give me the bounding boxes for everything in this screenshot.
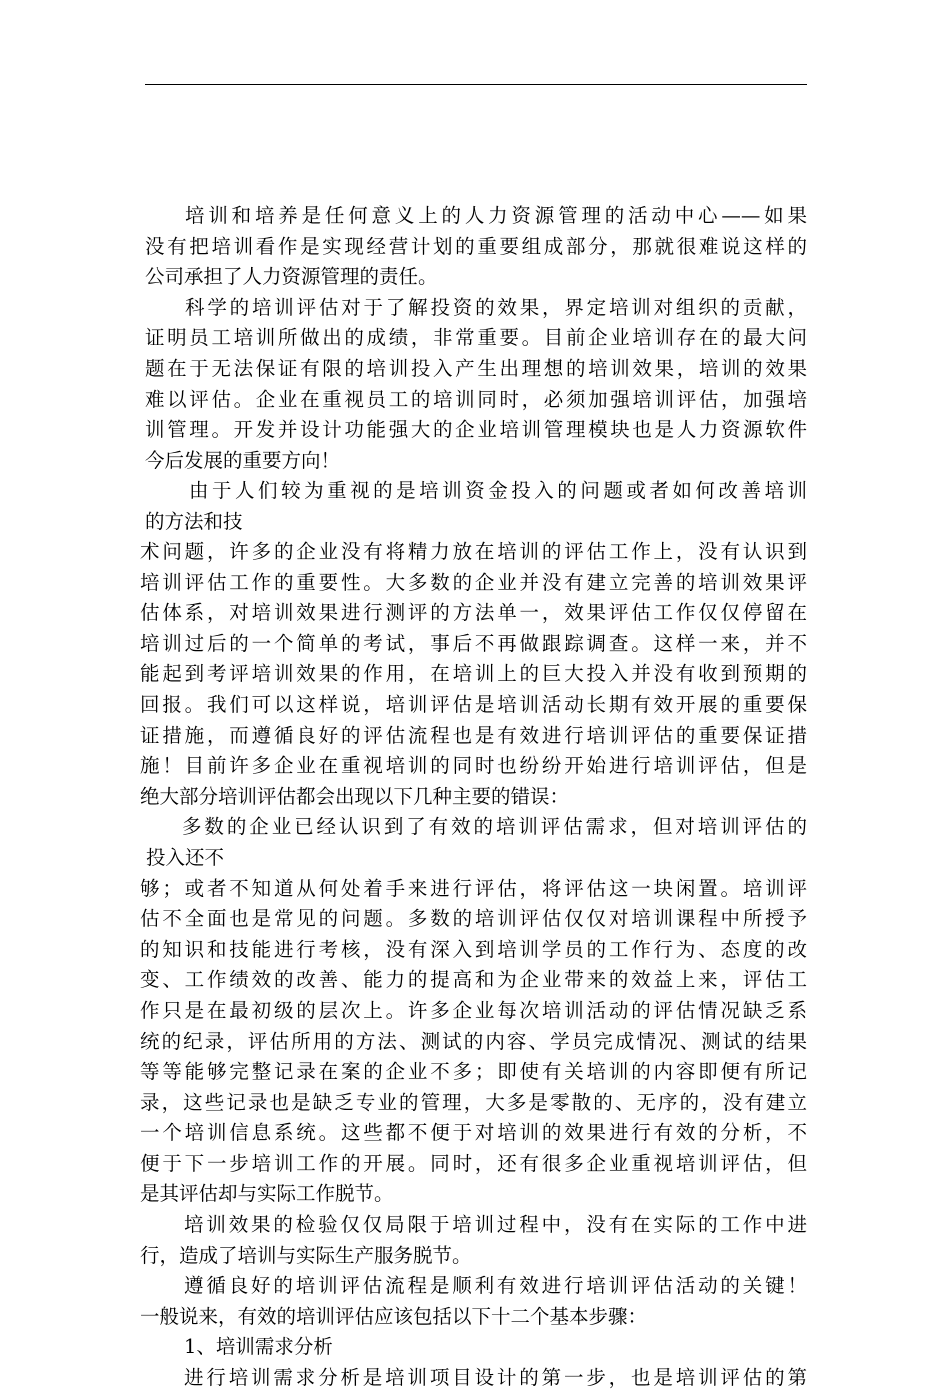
text-line: 统的纪录，评估所用的方法、测试的内容、学员完成情况、测试的结果 <box>140 1029 807 1053</box>
text-line: 没有把培训看作是实现经营计划的重要组成部分，那就很难说这样的 <box>145 234 807 258</box>
text-line: 便于下一步培训工作的开展。同时，还有很多企业重视培训评估，但 <box>140 1151 807 1175</box>
text-line: 证措施，而遵循良好的评估流程也是有效进行培训评估的重要保证措 <box>140 723 807 747</box>
text-line: 作只是在最初级的层次上。许多企业每次培训活动的评估情况缺乏系 <box>140 998 807 1022</box>
text-line: 投入还不 <box>146 845 225 869</box>
text-line: 变、工作绩效的改善、能力的提高和为企业带来的效益上来，评估工 <box>140 968 807 992</box>
document-body-continued <box>140 537 807 1394</box>
section-heading: 1、培训需求分析 <box>184 1335 333 1359</box>
text-line: 术问题，许多的企业没有将精力放在培训的评估工作上，没有认识到 <box>140 540 807 563</box>
text-line: 培训评估工作的重要性。大多数的企业并没有建立完善的培训效果评 <box>140 570 807 594</box>
text-line: 遵循良好的培训评估流程是顺利有效进行培训评估活动的关键！ <box>184 1274 807 1298</box>
document-body <box>145 201 807 538</box>
text-line: 科学的培训评估对于了解投资的效果，界定培训对组织的贡献， <box>185 295 807 319</box>
text-line: 估体系，对培训效果进行测评的方法单一，效果评估工作仅仅停留在 <box>140 601 807 625</box>
text-line: 录，这些记录也是缺乏专业的管理，大多是零散的、无序的，没有建立 <box>140 1090 807 1114</box>
text-line: 题在于无法保证有限的培训投入产生出理想的培训效果，培训的效果 <box>145 356 807 380</box>
text-line: 证明员工培训所做出的成绩，非常重要。目前企业培训存在的最大问 <box>145 326 807 350</box>
text-line: 的方法和技 <box>145 509 243 533</box>
text-line: 培训和培养是任何意义上的人力资源管理的活动中心——如果 <box>185 204 807 227</box>
text-line: 是其评估却与实际工作脱节。 <box>140 1182 394 1206</box>
text-line: 行，造成了培训与实际生产服务脱节。 <box>140 1243 472 1267</box>
text-line: 培训效果的检验仅仅局限于培训过程中，没有在实际的工作中进 <box>184 1213 807 1237</box>
text-line: 的知识和技能进行考核，没有深入到培训学员的工作行为、态度的改 <box>140 937 807 961</box>
text-line: 够；或者不知道从何处着手来进行评估，将评估这一块闲置。培训评 <box>140 876 807 900</box>
text-line: 今后发展的重要方向！ <box>145 448 341 472</box>
text-line: 能起到考评培训效果的作用，在培训上的巨大投入并没有收到预期的 <box>140 662 807 686</box>
text-line: 训管理。开发并设计功能强大的企业培训管理模块也是人力资源软件 <box>145 418 807 442</box>
text-line: 多数的企业已经认识到了有效的培训评估需求，但对培训评估的 <box>182 815 807 839</box>
header-rule <box>145 84 807 85</box>
text-line: 一个培训信息系统。这些都不便于对培训的效果进行有效的分析，不 <box>140 1121 807 1145</box>
text-line: 绝大部分培训评估都会出现以下几种主要的错误： <box>140 784 570 808</box>
text-line: 施！目前许多企业在重视培训的同时也纷纷开始进行培训评估，但是 <box>140 754 807 778</box>
text-line: 公司承担了人力资源管理的责任。 <box>145 265 438 289</box>
text-line: 由于人们较为重视的是培训资金投入的问题或者如何改善培训 <box>189 479 807 503</box>
text-line: 回报。我们可以这样说，培训评估是培训活动长期有效开展的重要保 <box>140 692 807 716</box>
text-line: 估不全面也是常见的问题。多数的培训评估仅仅对培训课程中所授予 <box>140 907 807 931</box>
text-line: 进行培训需求分析是培训项目设计的第一步，也是培训评估的第 <box>184 1366 807 1390</box>
text-line: 等等能够完整记录在案的企业不多；即使有关培训的内容即便有所记 <box>140 1060 807 1084</box>
text-line: 培训过后的一个简单的考试，事后不再做跟踪调查。这样一来，并不 <box>140 631 807 655</box>
text-line: 难以评估。企业在重视员工的培训同时，必须加强培训评估，加强培 <box>145 387 807 411</box>
text-line: 一般说来，有效的培训评估应该包括以下十二个基本步骤： <box>140 1304 648 1328</box>
